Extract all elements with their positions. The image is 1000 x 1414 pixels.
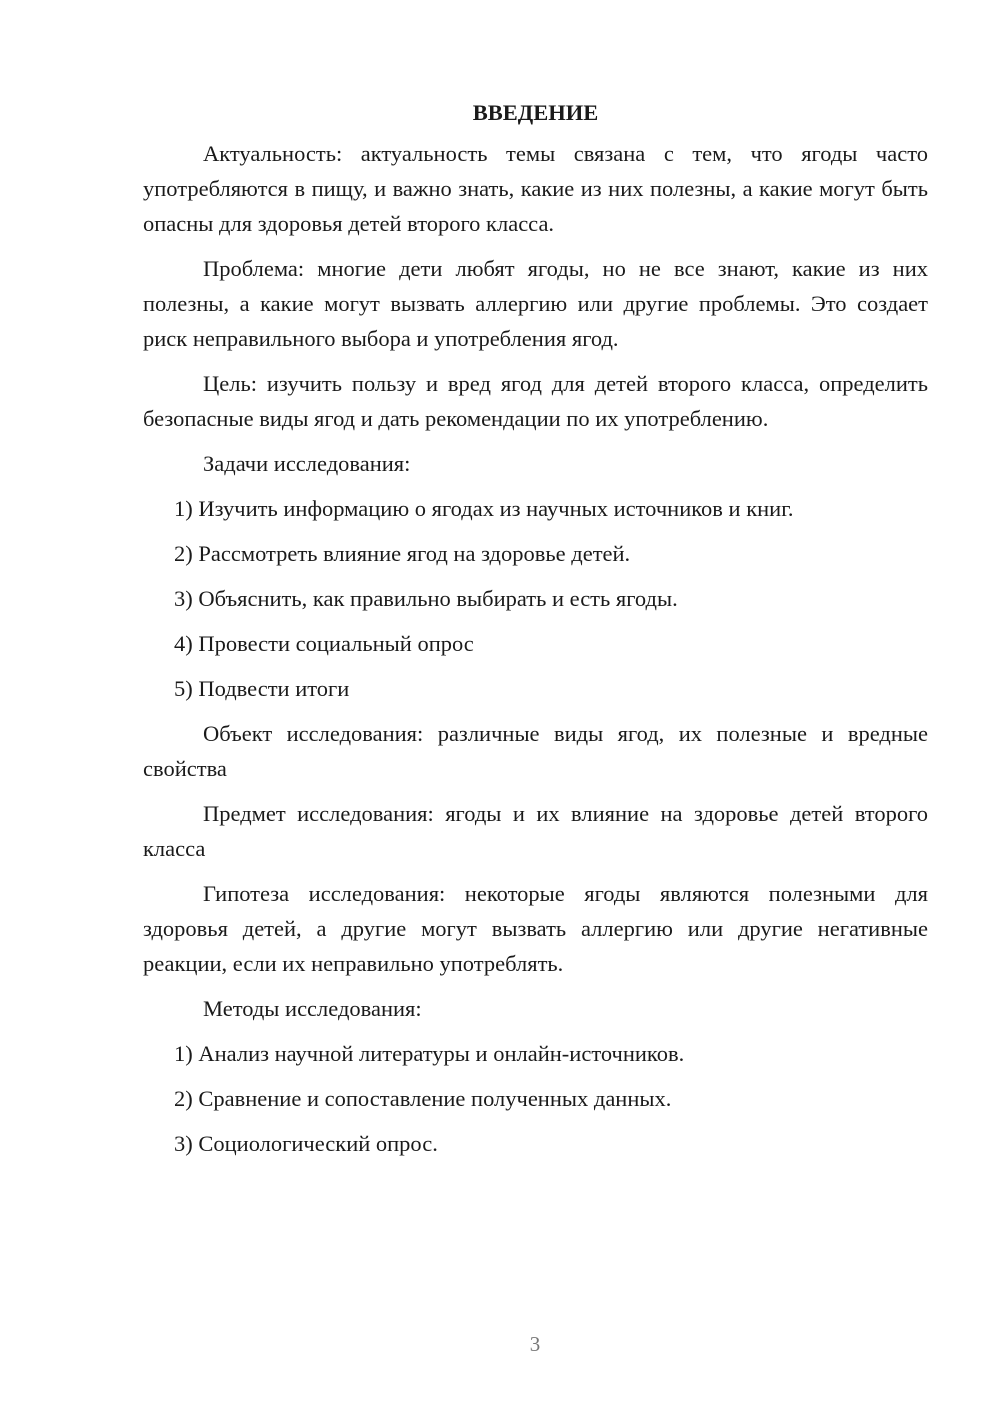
method-item: 3) Социологический опрос. bbox=[174, 1131, 438, 1156]
task-item: 3) Объяснить, как правильно выбирать и есть ягоды. bbox=[174, 586, 678, 611]
relevance-paragraph: Актуальность: актуальность темы связана с тем, что ягоды часто употребляются в пищу, и важно знать, какие из них полезны, а какие могут быть опасны для здоровья детей второго класса. bbox=[143, 141, 928, 236]
task-item: 1) Изучить информацию о ягодах из научных источников и книг. bbox=[174, 496, 794, 521]
methods-list bbox=[143, 1036, 928, 1161]
methods-heading: Методы исследования: bbox=[203, 996, 422, 1021]
problem-paragraph: Проблема: многие дети любят ягоды, но не все знают, какие из них полезны, а какие могут вызвать аллергию или другие проблемы. Это создает риск неправильного выбора и употребления ягод. bbox=[143, 256, 928, 351]
task-item: 4) Провести социальный опрос bbox=[174, 631, 474, 656]
task-item: 2) Рассмотреть влияние ягод на здоровье детей. bbox=[174, 541, 631, 566]
page-title: ВВЕДЕНИЕ bbox=[472, 100, 599, 125]
tasks-list bbox=[143, 491, 928, 706]
method-item: 1) Анализ научной литературы и онлайн-источников. bbox=[174, 1041, 685, 1066]
object-paragraph: Объект исследования: различные виды ягод, их полезные и вредные свойства bbox=[143, 721, 928, 781]
method-item: 2) Сравнение и сопоставление полученных данных. bbox=[174, 1086, 672, 1111]
goal-paragraph: Цель: изучить пользу и вред ягод для детей второго класса, определить безопасные виды ягод и дать рекомендации по их употреблению. bbox=[143, 371, 928, 431]
page-number: 3 bbox=[529, 1332, 541, 1356]
subject-paragraph: Предмет исследования: ягоды и их влияние на здоровье детей второго класса bbox=[143, 801, 928, 861]
hypothesis-paragraph: Гипотеза исследования: некоторые ягоды являются полезными для здоровья детей, а другие могут вызвать аллергию или другие негативные реакции, если их неправильно употреблять. bbox=[143, 881, 928, 976]
task-item: 5) Подвести итоги bbox=[174, 676, 350, 701]
tasks-heading: Задачи исследования: bbox=[203, 451, 411, 476]
